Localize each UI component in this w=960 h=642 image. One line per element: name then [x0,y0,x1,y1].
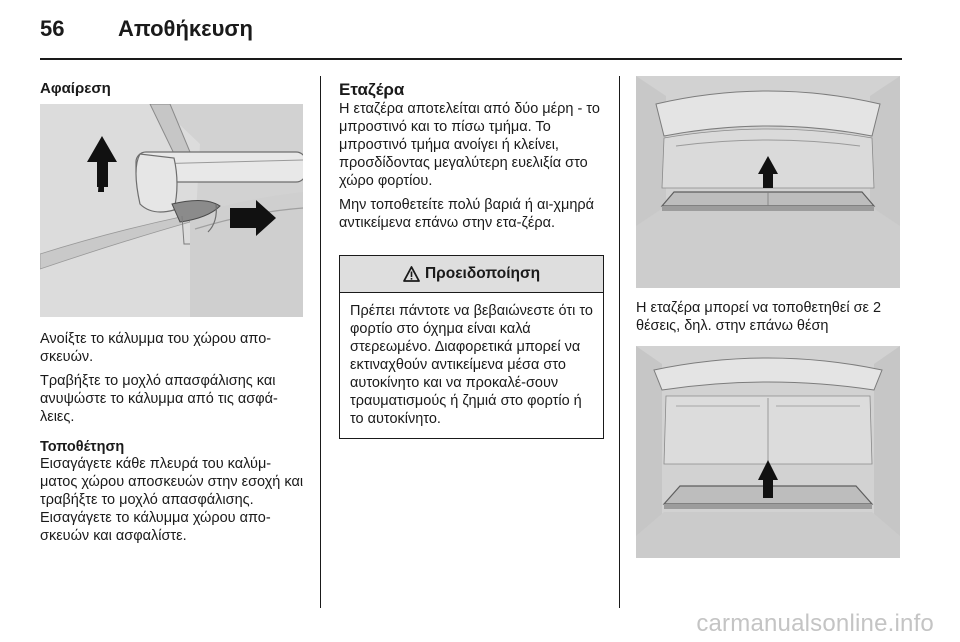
shelf-upper-drawing [636,76,900,288]
shelf-description: Η εταζέρα αποτελείται από δύο μέρη - το μπροστινό και το πίσω τμήμα. Το μπροστινό τμήμα ανοίγει ή κλείνει, προσδίδοντας μεγαλύτερη ευελιξία στο χώρο φορτίου. [339,101,600,189]
middle-column [339,80,605,232]
shelf-position-caption: Η εταζέρα μπορεί να τοποθετηθεί σε 2 θέσεις, δηλ. στην επάνω θέση [636,300,882,334]
left-column [40,80,306,97]
warning-box [339,255,604,439]
warning-title: Προειδοποίηση [424,265,541,282]
open-cover-paragraph: Ανοίξτε το κάλυμμα του χώρου απο-σκευών. [40,331,272,365]
section-title: Αποθήκευση [118,16,253,41]
installation-heading: Τοποθέτηση [40,439,125,455]
warning-triangle-icon [403,266,420,282]
column-divider-right [619,76,620,608]
removal-heading: Αφαίρεση [40,80,111,97]
warning-text: Πρέπει πάντοτε να βεβαιώνεστε ότι το φορτίο στο όχημα είναι καλά στερεωμένο. Διαφορετικά μπορεί να εκτιναχθούν αντικείμενα μέσα στο αυτοκίνητο και να προκαλέ-σουν τραυματισμούς ή ζημιά στο φορτίο ή το αυτοκίνητο. [350,303,593,427]
shelf-heading: Εταζέρα [339,80,405,99]
shelf-load-paragraph: Μην τοποθετείτε πολύ βαριά ή αι-χμηρά αντικείμενα επάνω στην ετα-ζέρα. [339,197,595,231]
shelf-upper-position-illustration [636,346,900,558]
installation-paragraph: Εισαγάγετε κάθε πλευρά του καλύμ-ματος χώρου αποσκευών στην εσοχή και τραβήξτε το μοχλό απασφάλισης. Εισαγάγετε το κάλυμμα χώρου απο-σκευών και ασφαλίστε. [40,456,304,544]
page-number: 56 [40,16,65,41]
right-caption-block [636,299,902,335]
pull-lever-paragraph: Τραβήξτε το μοχλό απασφάλισης και ανυψώστε το κάλυμμα από τις ασφά-λειες. [40,373,278,425]
cover-removal-drawing [40,104,303,317]
cargo-cover-removal-illustration [40,104,303,317]
shelf-open-illustration [636,76,900,288]
warning-header [340,256,603,293]
shelf-lower-drawing [636,346,900,558]
header-rule [40,58,902,60]
watermark: carmanualsonline.info [696,610,934,637]
left-text-block [40,330,306,545]
column-divider-left [320,76,321,608]
